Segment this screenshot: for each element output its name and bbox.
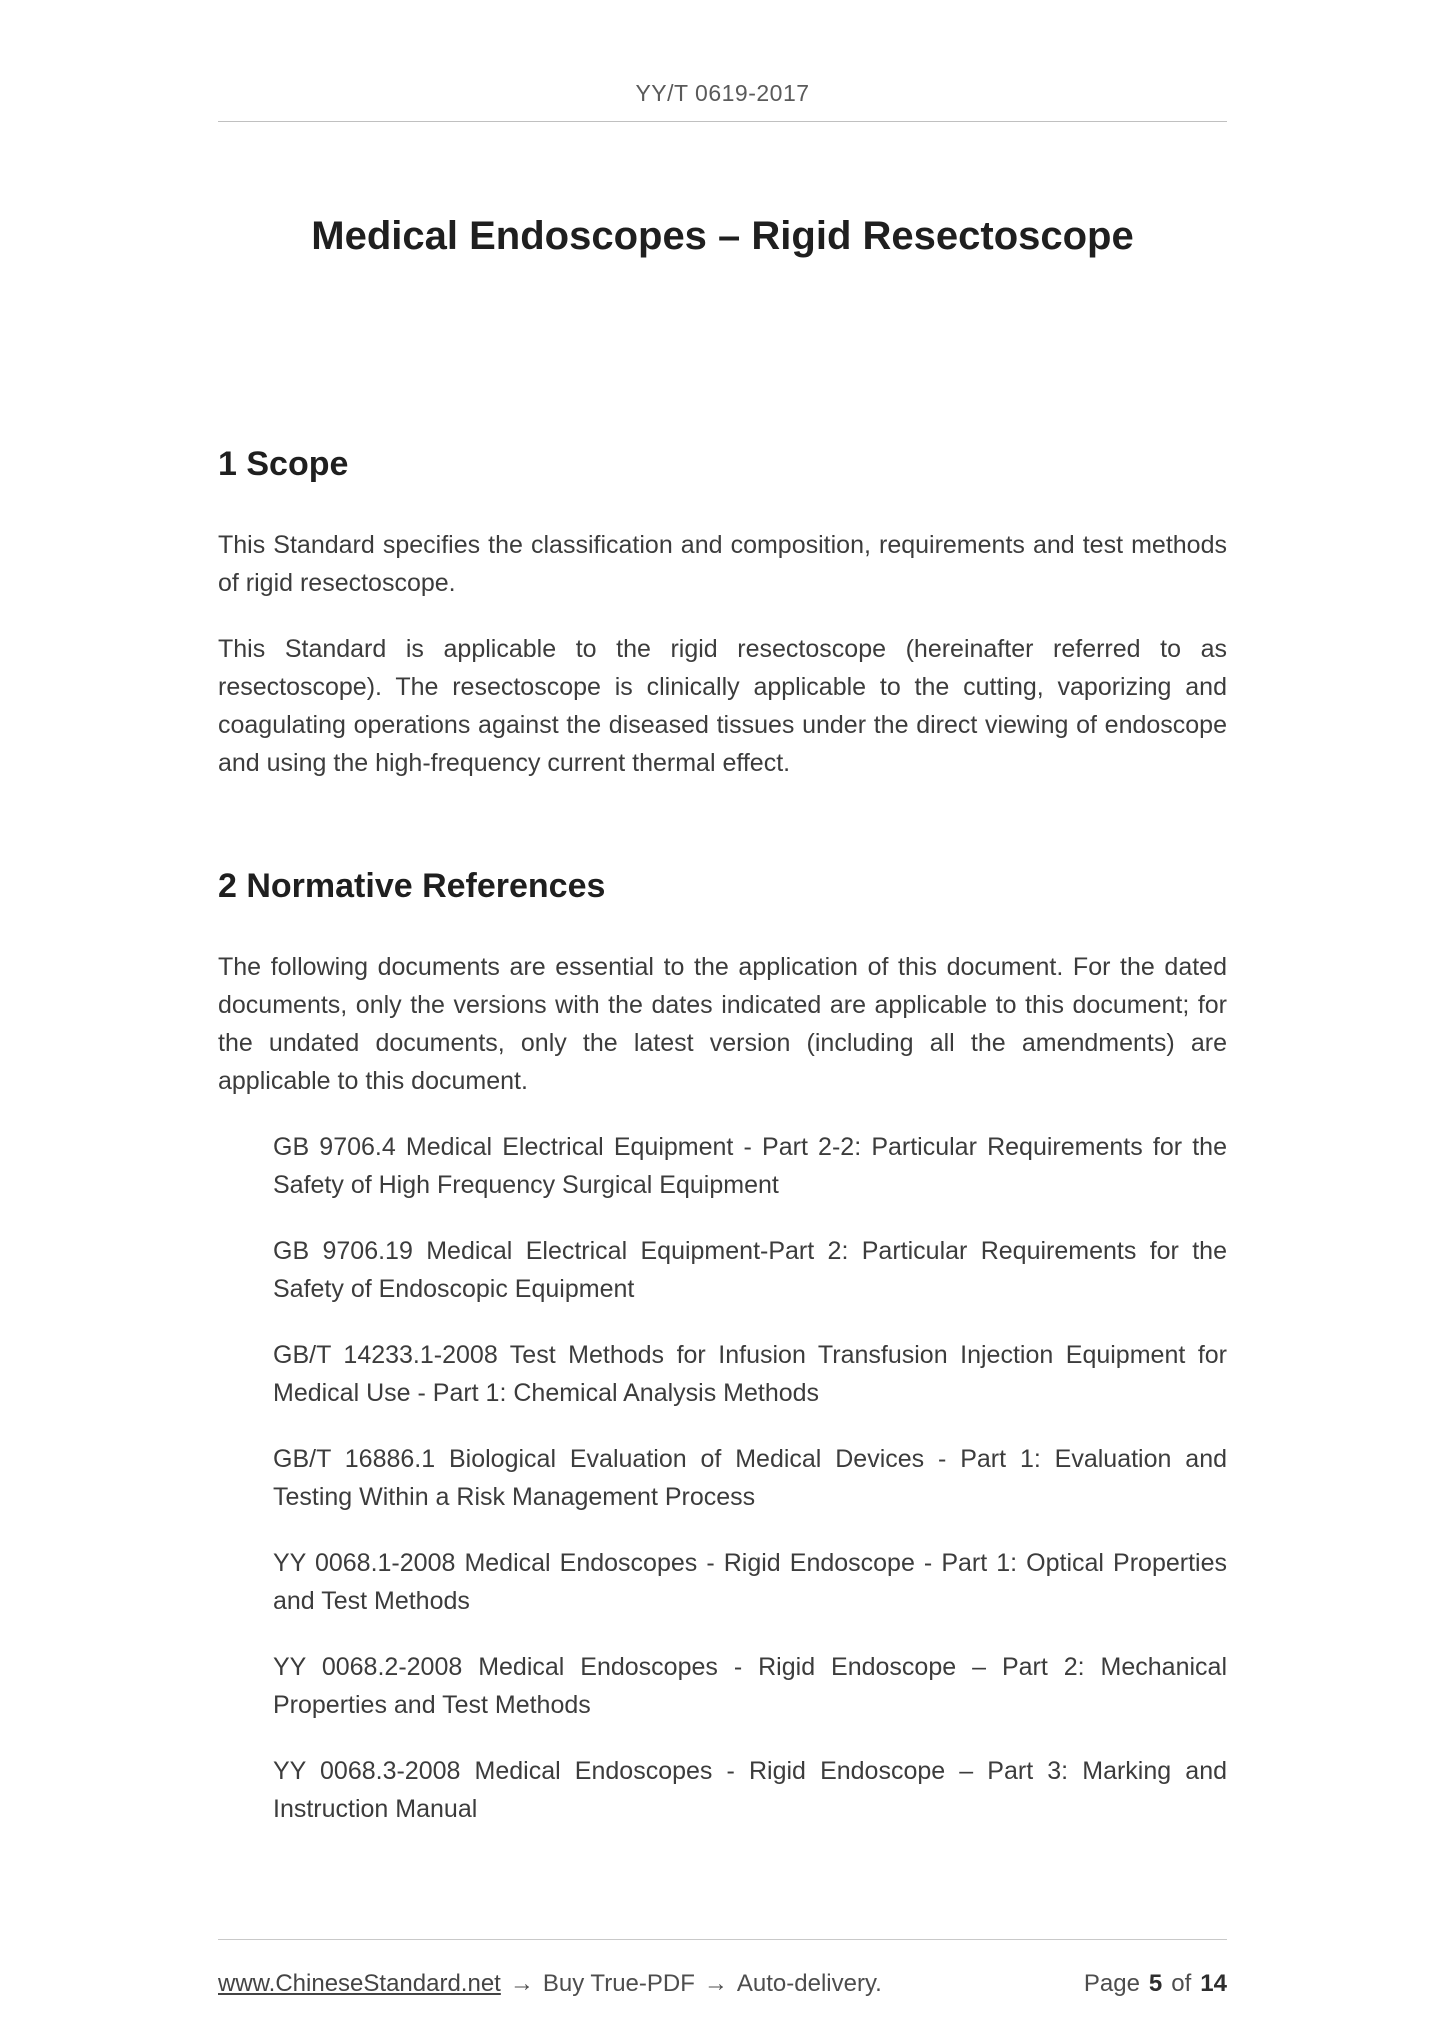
section-scope — [218, 445, 1227, 782]
of-label: of — [1171, 1970, 1192, 1997]
document-title: Medical Endoscopes – Rigid Resectoscope — [311, 214, 1134, 258]
reference-item: GB 9706.4 Medical Electrical Equipment - Part 2-2: Particular Requirements for the Safety of High Frequency Surgical Equipment — [273, 1133, 1227, 1200]
footer-row — [218, 1970, 1227, 1998]
doc-number: YY/T 0619-2017 — [635, 80, 810, 106]
reference-item: YY 0068.2-2008 Medical Endoscopes - Rigid Endoscope – Part 2: Mechanical Properties and Test Methods — [273, 1653, 1227, 1720]
page-total: 14 — [1200, 1970, 1227, 1997]
document-header — [218, 0, 1227, 122]
website-link[interactable]: www.ChineseStandard.net — [218, 1970, 501, 1997]
arrow-icon: → — [509, 1970, 534, 1997]
buy-true-pdf-label: Buy True-PDF — [542, 1970, 695, 1997]
header-divider — [218, 121, 1227, 122]
page-label: Page — [1083, 1970, 1140, 1997]
normative-intro-paragraph: The following documents are essential to the application of this document. For the dated documents, only the versions with the dates indicated are applicable to this document; for the undated documents, only the latest version (including all the amendments) are applicable to this document. — [218, 953, 1227, 1096]
section-normative-references — [218, 867, 1227, 1828]
normative-references-heading: 2 Normative References — [218, 867, 606, 906]
footer-divider — [218, 1939, 1227, 1940]
scope-paragraph-1: This Standard specifies the classification and composition, requirements and test methods of rigid resectoscope. — [218, 531, 1227, 598]
footer-source — [218, 1970, 882, 1998]
auto-delivery-label: Auto-delivery. — [736, 1970, 882, 1997]
page-indicator — [1084, 1970, 1227, 1998]
scope-heading: 1 Scope — [218, 445, 349, 483]
reference-item: YY 0068.1-2008 Medical Endoscopes - Rigid Endoscope - Part 1: Optical Properties and Test Methods — [273, 1549, 1227, 1616]
arrow-icon: → — [703, 1970, 728, 1997]
page-footer — [218, 1939, 1227, 1998]
scope-paragraph-2: This Standard is applicable to the rigid resectoscope (hereinafter referred to as resectoscope). The resectoscope is clinically applicable to the cutting, vaporizing and coagulating operations against the diseased tissues under the direct viewing of endoscope and using the high-frequency current thermal effect. — [218, 635, 1227, 778]
reference-item: YY 0068.3-2008 Medical Endoscopes - Rigid Endoscope – Part 3: Marking and Instruction Manual — [273, 1757, 1227, 1824]
page-current: 5 — [1148, 1970, 1163, 1997]
reference-item: GB/T 14233.1-2008 Test Methods for Infusion Transfusion Injection Equipment for Medical Use - Part 1: Chemical Analysis Methods — [273, 1341, 1227, 1408]
reference-item: GB/T 16886.1 Biological Evaluation of Medical Devices - Part 1: Evaluation and Testing Within a Risk Management Process — [273, 1445, 1227, 1512]
reference-item: GB 9706.19 Medical Electrical Equipment-Part 2: Particular Requirements for the Safety of Endoscopic Equipment — [273, 1237, 1227, 1304]
